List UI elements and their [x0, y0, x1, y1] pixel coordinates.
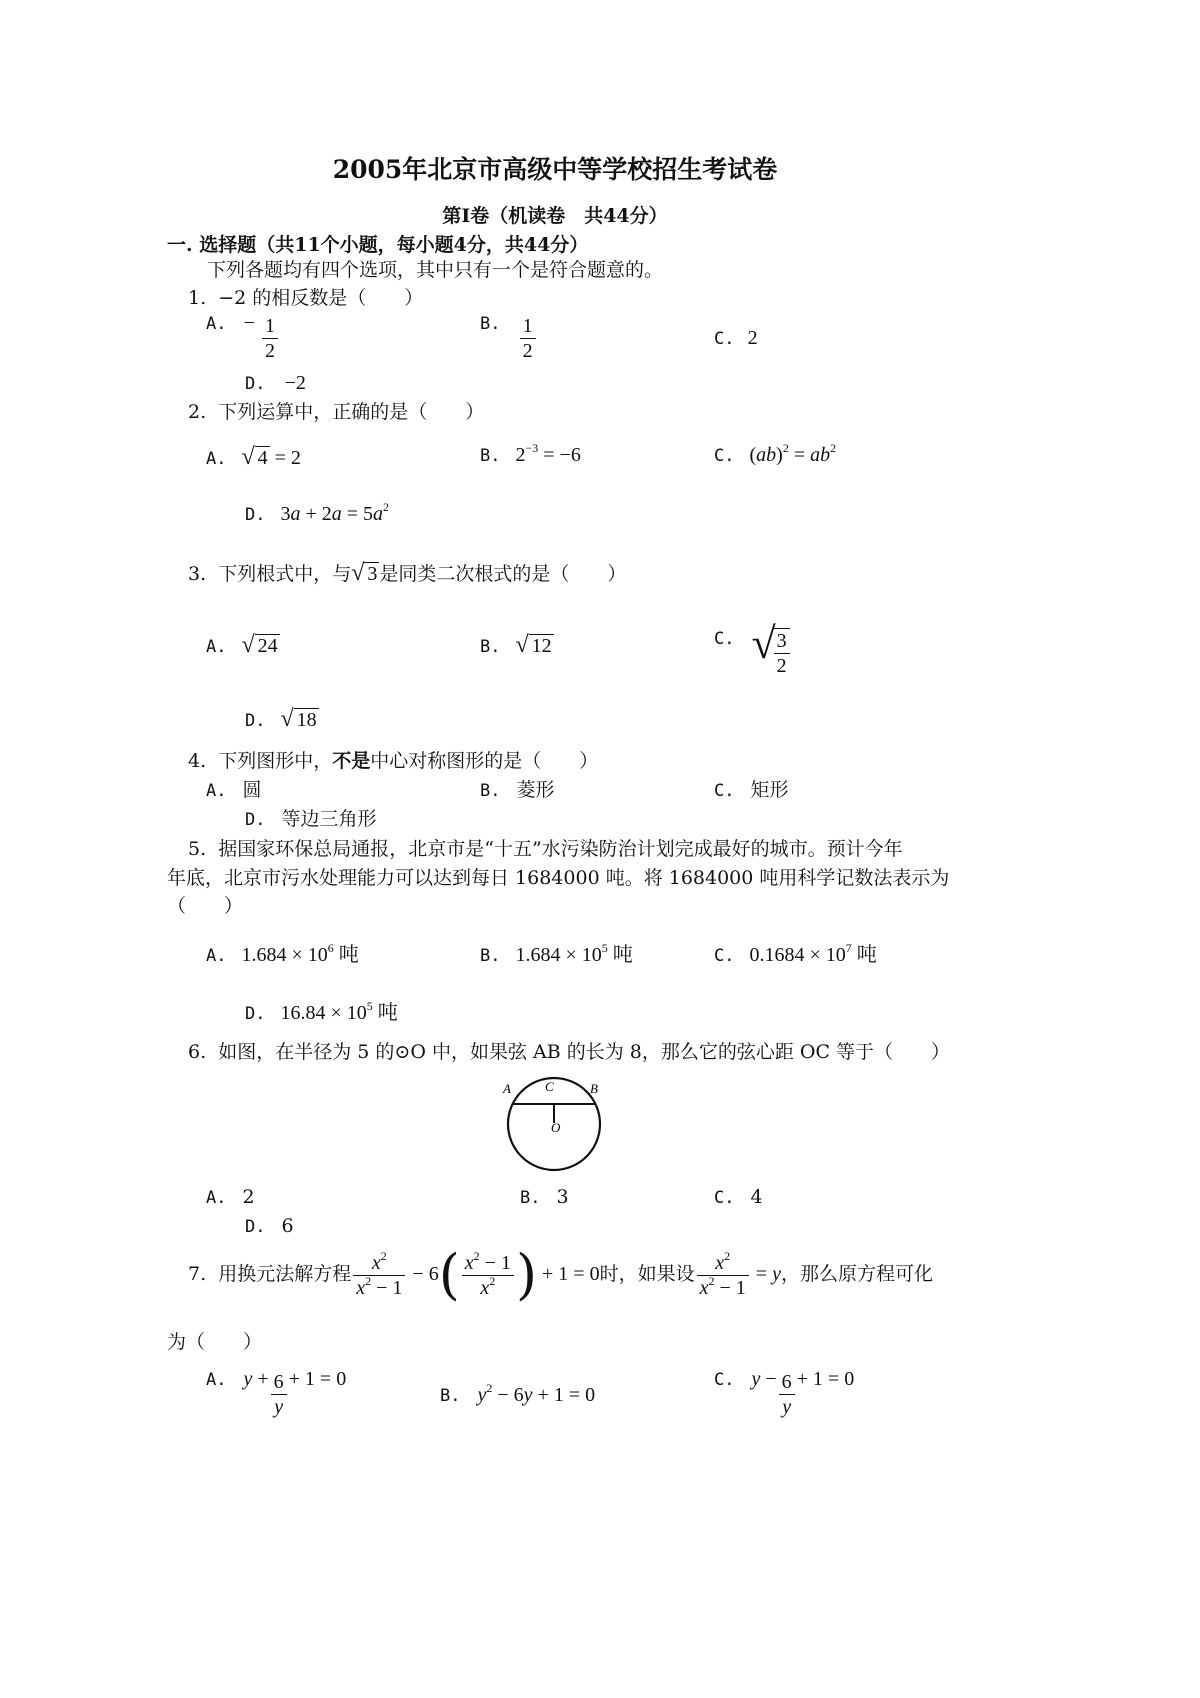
q7-option-a[interactable]: $^{A.}$ y + $\frac{6}{y}$ + 1 = 0 — [206, 1368, 347, 1418]
question-6: 6. 如图，在半径为 5 的⊙O 中，如果弦 AB 的长为 8，那么它的弦心距 OC 等于（ ） — [188, 1041, 951, 1063]
q6-option-c[interactable]: C. 4 — [714, 1186, 763, 1208]
q1-option-c[interactable]: C. 2 — [714, 327, 758, 349]
question-7-line2: 为（ ） — [167, 1331, 263, 1353]
question-3: 3. 下列根式中，与√ 3 是同类二次根式的是（ ） — [188, 560, 627, 586]
label-c: C — [545, 1079, 554, 1094]
question-5: 5. 据国家环保总局通报，北京市是“十五”水污染防治计划完成最好的城市。预计今年 — [188, 838, 903, 860]
q6-option-a[interactable]: A. 2 — [206, 1186, 255, 1208]
q3-option-d[interactable]: D. √ 18 — [245, 706, 317, 732]
q4-option-a[interactable]: A. 圆 — [206, 779, 262, 801]
q6-option-d[interactable]: D. 6 — [245, 1215, 294, 1237]
q2-option-c[interactable]: C. $(ab)^2 = ab^2$ — [714, 441, 837, 466]
fraction: $\frac{x^2 - 1}{x^2}$ — [462, 1251, 514, 1300]
question-7: 7. 用换元法解方程 $\frac{x^2}{x^2 - 1}$ − 6( $\frac{x^2 - 1}{x^2}$ ) + 1 = 0时，如果设 $\frac{x^2}{x^2 - 1}$ = y，那么原方程可化 — [188, 1243, 933, 1306]
question-1 — [188, 286, 423, 310]
q3-option-c[interactable]: $^{C.}$ √ $\frac{3}{2}$ — [714, 618, 792, 678]
q3-option-b[interactable]: B. √ 12 — [480, 632, 552, 658]
section-instruction: 下列各题均有四个选项，其中只有一个是符合题意的。 — [207, 259, 664, 281]
q5-option-d[interactable]: D. $16.84 \times 10^5$ 吨 — [245, 999, 398, 1024]
question-5-line3: （ ） — [167, 895, 244, 917]
q1-option-d[interactable]: D. −2 — [245, 372, 306, 394]
q2-option-d[interactable]: D. $3a + 2a = 5a^2$ — [245, 500, 390, 525]
question-number: 1. — [188, 287, 207, 309]
question-2: 2. 下列运算中，正确的是（ ） — [188, 401, 485, 423]
q3-option-a[interactable]: A. √ 24 — [206, 632, 278, 658]
fraction: $\frac{6}{y}$ — [271, 1370, 287, 1419]
section-heading: 一. 选择题（共11个小题，每小题4分，共44分） — [167, 234, 589, 256]
part-heading: 第I卷（机读卷 共44分） — [442, 205, 668, 227]
question-4: 4. 下列图形中，不是中心对称图形的是（ ） — [188, 750, 599, 772]
q4-option-c[interactable]: C. 矩形 — [714, 779, 789, 801]
page-title: 2005年北京市高级中等学校招生考试卷 — [332, 155, 778, 184]
q4-option-d[interactable]: D. 等边三角形 — [245, 808, 377, 830]
fraction: $\frac{1}{2}$ — [520, 314, 536, 363]
q6-option-b[interactable]: B. 3 — [520, 1186, 569, 1208]
fraction: $\frac{1}{2}$ — [262, 314, 278, 363]
fraction: $\frac{6}{y}$ — [779, 1370, 795, 1419]
fraction: $\frac{x^2}{x^2 - 1}$ — [697, 1251, 749, 1300]
q5-option-c[interactable]: C. $0.1684 \times 10^7$ 吨 — [714, 941, 877, 966]
q5-option-a[interactable]: A. $1.684 \times 10^6$ 吨 — [206, 941, 359, 966]
q2-option-b[interactable]: B. $2^{-3} = -6$ — [480, 441, 581, 466]
q5-option-b[interactable]: B. $1.684 \times 10^5$ 吨 — [480, 941, 633, 966]
q1-option-b[interactable]: B. $\frac{1}{2}$ — [480, 314, 538, 363]
label-b: B — [590, 1081, 598, 1096]
q2-option-a[interactable]: A. √ 4 = 2 — [206, 444, 301, 470]
label-a: A — [503, 1081, 511, 1096]
label-o: O — [551, 1120, 561, 1135]
option-label: A. — [206, 314, 227, 334]
fraction: $\frac{x^2}{x^2 - 1}$ — [353, 1251, 405, 1300]
q7-option-b[interactable]: B. $y^2 - 6y + 1 = 0$ — [440, 1381, 596, 1406]
q1-option-a[interactable]: A. − $\frac{1}{2}$ — [206, 314, 280, 363]
question-5-line2: 年底，北京市污水处理能力可以达到每日 1684000 吨。将 1684000 吨用科学记数法表示为 — [167, 867, 950, 889]
question-stem: −2 的相反数是（ ） — [218, 287, 424, 309]
circle-figure — [500, 1075, 610, 1175]
q4-option-b[interactable]: B. 菱形 — [480, 779, 555, 801]
q7-option-c[interactable]: $^{C.}$ y − $\frac{6}{y}$ + 1 = 0 — [714, 1368, 855, 1418]
